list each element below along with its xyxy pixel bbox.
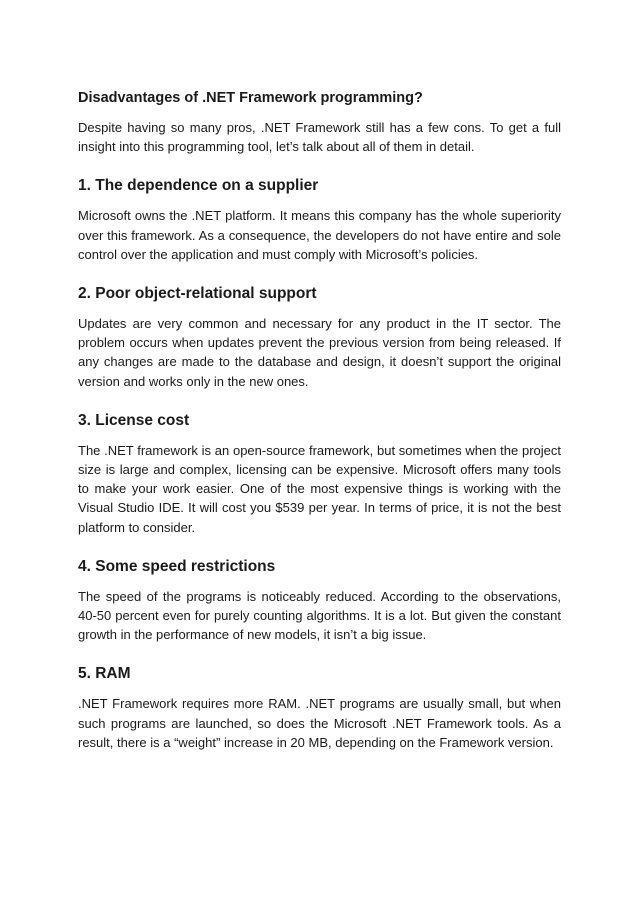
section-body: Updates are very common and necessary for any product in the IT sector. The problem occurs when updates prevent the previous version from being released. If any changes are made to the database and design, it doesn’t support the original version and works only in the new ones. — [78, 316, 561, 389]
section-license-cost — [78, 411, 561, 537]
section-ram — [78, 664, 561, 752]
section-heading: 5. RAM — [78, 665, 131, 683]
section-body: .NET Framework requires more RAM. .NET programs are usually small, but when such programs are launched, so does the Microsoft .NET Framework tools. As a result, there is a “weight” increase in 20 MB, depending on the Framework version. — [78, 696, 561, 750]
section-heading: 4. Some speed restrictions — [78, 557, 276, 575]
document-title: Disadvantages of .NET Framework programming? — [78, 90, 423, 106]
section-body: The .NET framework is an open-source framework, but sometimes when the project size is large and complex, licensing can be expensive. Microsoft offers many tools to make your work easier. One of the most expensive things is working with the Visual Studio IDE. It will cost you $539 per year. In terms of price, it is not the best platform to consider. — [78, 442, 561, 535]
section-speed-restrictions — [78, 557, 561, 645]
section-heading: 1. The dependence on a supplier — [78, 177, 319, 195]
section-supplier-dependence — [78, 176, 561, 264]
section-body: Microsoft owns the .NET platform. It means this company has the whole superiority over this framework. As a consequence, the developers do not have entire and sole control over the application and must comply with Microsoft’s policies. — [78, 208, 561, 262]
section-heading: 2. Poor object-relational support — [78, 285, 317, 303]
section-orm-support — [78, 284, 561, 391]
section-heading: 3. License cost — [78, 411, 190, 429]
intro-paragraph: Despite having so many pros, .NET Framework still has a few cons. To get a full insight into this programming tool, let’s talk about all of them in detail. — [78, 120, 561, 155]
section-body: The speed of the programs is noticeably reduced. According to the observations, 40-50 percent even for purely counting algorithms. It is a lot. But given the constant growth in the performance of new models, it isn’t a big issue. — [78, 588, 561, 643]
document-page — [78, 88, 561, 772]
